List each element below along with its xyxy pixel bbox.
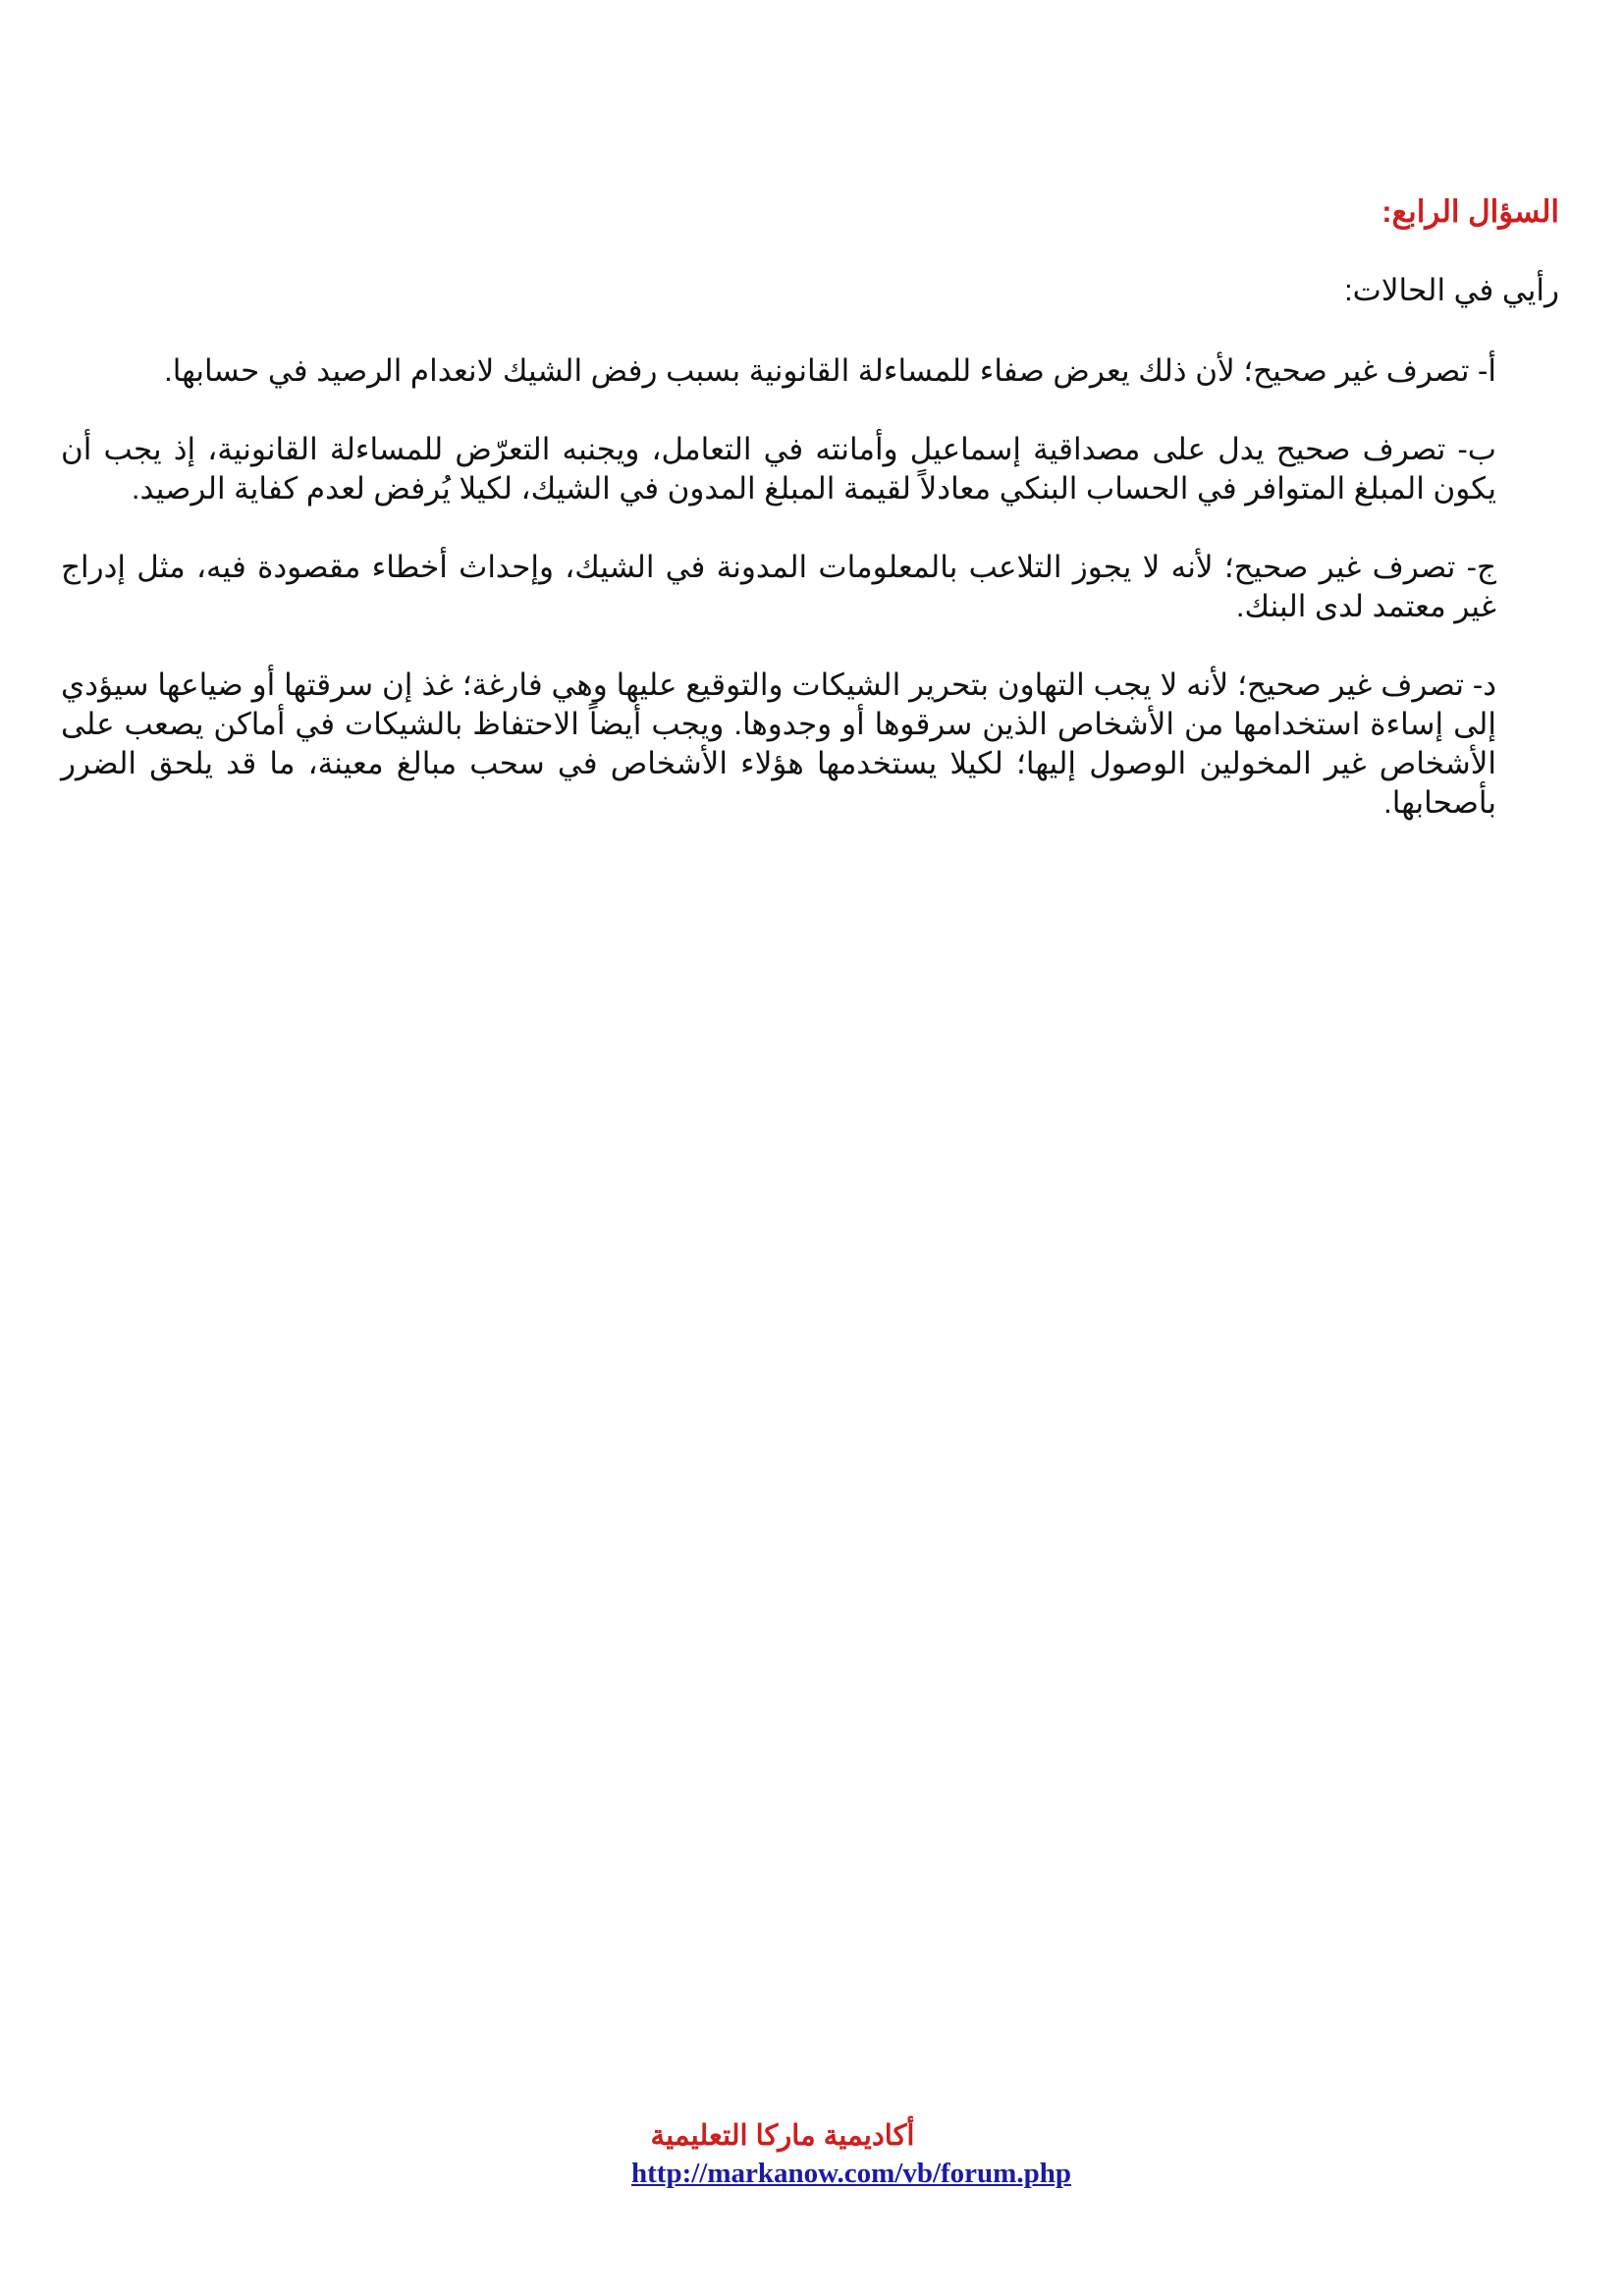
footer-forum-link[interactable]: http://markanow.com/vb/forum.php <box>631 2158 1071 2189</box>
answer-c: ج- تصرف غير صحيح؛ لأنه لا يجوز التلاعب بالمعلومات المدونة في الشيك، وإحداث أخطاء مقصودة فيه، مثل إدراج غير معتمد لدى البنك. <box>61 550 1496 623</box>
answer-a: أ- تصرف غير صحيح؛ لأن ذلك يعرض صفاء للمساءلة القانونية بسبب رفض الشيك لانعدام الرصيد في حسابها. <box>164 353 1496 388</box>
document-body <box>61 192 1559 862</box>
intro-line: رأيي في الحالات: <box>1344 273 1559 307</box>
footer-academy-name: أكاديمية ماركا التعليمية <box>650 2120 915 2152</box>
answer-d: د- تصرف غير صحيح؛ لأنه لا يجب التهاون بتحرير الشيكات والتوقيع عليها وهي فارغة؛ غذ إن سرقتها أو ضياعها سيؤدي إلى إساءة استخدامها من الأشخاص الذين سرقوها أو وجدوها. ويجب أيضاً الاحتفاظ بالشيكات في أماكن يصعب على الأشخاص غير المخولين الوصول إليها؛ لكيلا يستخدمها هؤلاء الأشخاص في سحب مبالغ معينة، ما قد يلحق الضرر بأصحابها. <box>61 667 1496 820</box>
answer-b: ب- تصرف صحيح يدل على مصداقية إسماعيل وأمانته في التعامل، ويجنبه التعرّض للمساءلة القانونية، إذ يجب أن يكون المبلغ المتوافر في الحساب البنكي معادلاً لقيمة المبلغ المدون في الشيك، لكيلا يُرفض لعدم كفاية الرصيد. <box>61 432 1496 506</box>
page-footer <box>0 2116 1624 2191</box>
question-heading: السؤال الرابع: <box>1381 194 1559 229</box>
